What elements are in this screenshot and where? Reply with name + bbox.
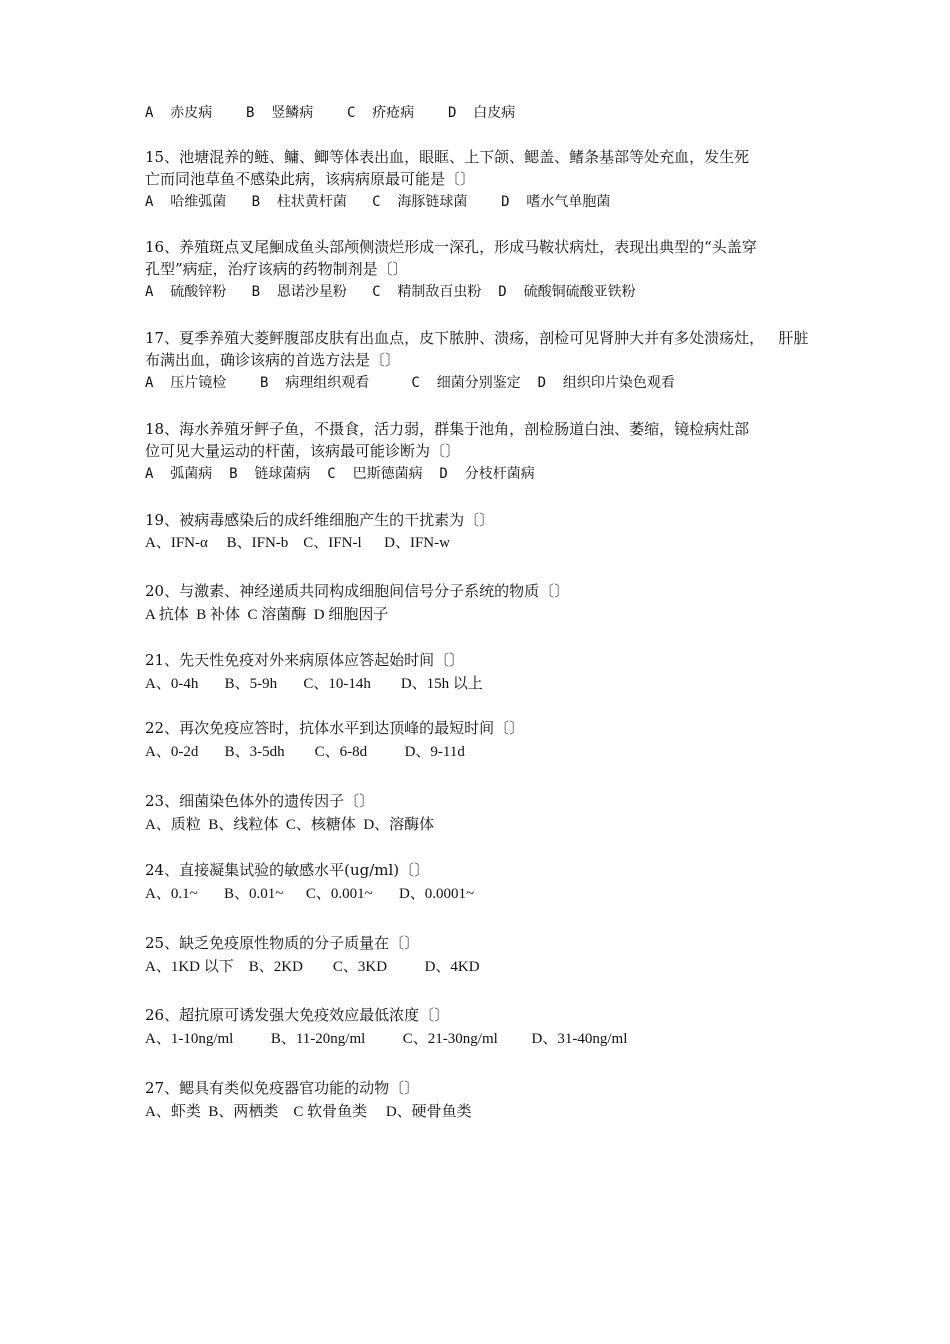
q27-options: A、虾类 B、两栖类 C 软骨鱼类 D、硬骨鱼类 [145, 1104, 472, 1120]
q17-stem-line2: 布满出血，确诊该病的首选方法是〔〕 [145, 351, 401, 369]
q20-stem: 20、与激素、神经递质共同构成细胞间信号分子系统的物质〔〕 [145, 582, 570, 600]
q27-stem: 27、鳃具有类似免疫器官功能的动物〔〕 [145, 1079, 420, 1097]
q16-stem-line2: 孔型”病症，治疗该病的药物制剂是〔〕 [145, 260, 408, 278]
q19-options: A、IFN-α B、IFN-b C、IFN-l D、IFN-w [145, 535, 450, 551]
q22-stem: 22、再次免疫应答时，抗体水平到达顶峰的最短时间〔〕 [145, 719, 525, 737]
q19-stem: 19、被病毒感染后的成纤维细胞产生的干扰素为〔〕 [145, 511, 495, 529]
q21-options: A、0-4h B、5-9h C、10-14h D、15h 以上 [145, 676, 483, 692]
q18-options: A 弧菌病 B 链球菌病 C 巴斯德菌病 D 分枝杆菌病 [145, 466, 535, 482]
q25-options: A、1KD 以下 B、2KD C、3KD D、4KD [145, 959, 480, 975]
q16-stem-line1: 16、养殖斑点叉尾鮰成鱼头部颅侧溃烂形成一深孔，形成马鞍状病灶，表现出典型的“头盖穿 [145, 238, 757, 256]
q16-options: A 硫酸锌粉 B 恩诺沙星粉 C 精制敌百虫粉 D 硫酸铜硫酸亚铁粉 [145, 284, 636, 300]
q24-options: A、0.1~ B、0.01~ C、0.001~ D、0.0001~ [145, 886, 475, 902]
q20-options: A 抗体 B 补体 C 溶菌酶 D 细胞因子 [145, 607, 389, 623]
q26-options: A、1-10ng/ml B、11-20ng/ml C、21-30ng/ml D、31-40ng/ml [145, 1031, 628, 1047]
q25-stem: 25、缺乏免疫原性物质的分子质量在〔〕 [145, 934, 420, 952]
q15-stem-line2: 亡而同池草鱼不感染此病，该病病原最可能是〔〕 [145, 170, 476, 188]
q17-stem-line1: 17、夏季养殖大菱鲆腹部皮肤有出血点，皮下脓肿、溃疡，剖检可见肾肿大并有多处溃疡灶， 肝脏 [145, 329, 809, 347]
q23-options: A、质粒 B、线粒体 C、核糖体 D、溶酶体 [145, 817, 435, 833]
q15-stem-line1: 15、池塘混养的鲢、鳙、鲫等体表出血，眼眶、上下颌、鳃盖、鳍条基部等处充血，发生死 [145, 148, 750, 166]
q21-stem: 21、先天性免疫对外来病原体应答起始时间〔〕 [145, 651, 465, 669]
q23-stem: 23、细菌染色体外的遗传因子〔〕 [145, 792, 375, 810]
q22-options: A、0-2d B、3-5dh C、6-8d D、9-11d [145, 744, 465, 760]
q14-options: A 赤皮病 B 竖鳞病 C 疥疮病 D 白皮病 [145, 105, 516, 121]
q15-options: A 哈维弧菌 B 柱状黄杆菌 C 海豚链球菌 D 嗜水气单胞菌 [145, 194, 611, 210]
q18-stem-line2: 位可见大量运动的杆菌，该病最可能诊断为〔〕 [145, 442, 461, 460]
q24-stem: 24、直接凝集试验的敏感水平(ug/ml)〔〕 [145, 861, 430, 879]
q26-stem: 26、超抗原可诱发强大免疫效应最低浓度〔〕 [145, 1006, 450, 1024]
q18-stem-line1: 18、海水养殖牙鲆子鱼，不摄食，活力弱，群集于池角，剖检肠道白浊、萎缩，镜检病灶部 [145, 420, 750, 438]
q17-options: A 压片镜检 B 病理组织观看 C 细菌分别鉴定 D 组织印片染色观看 [145, 375, 675, 391]
